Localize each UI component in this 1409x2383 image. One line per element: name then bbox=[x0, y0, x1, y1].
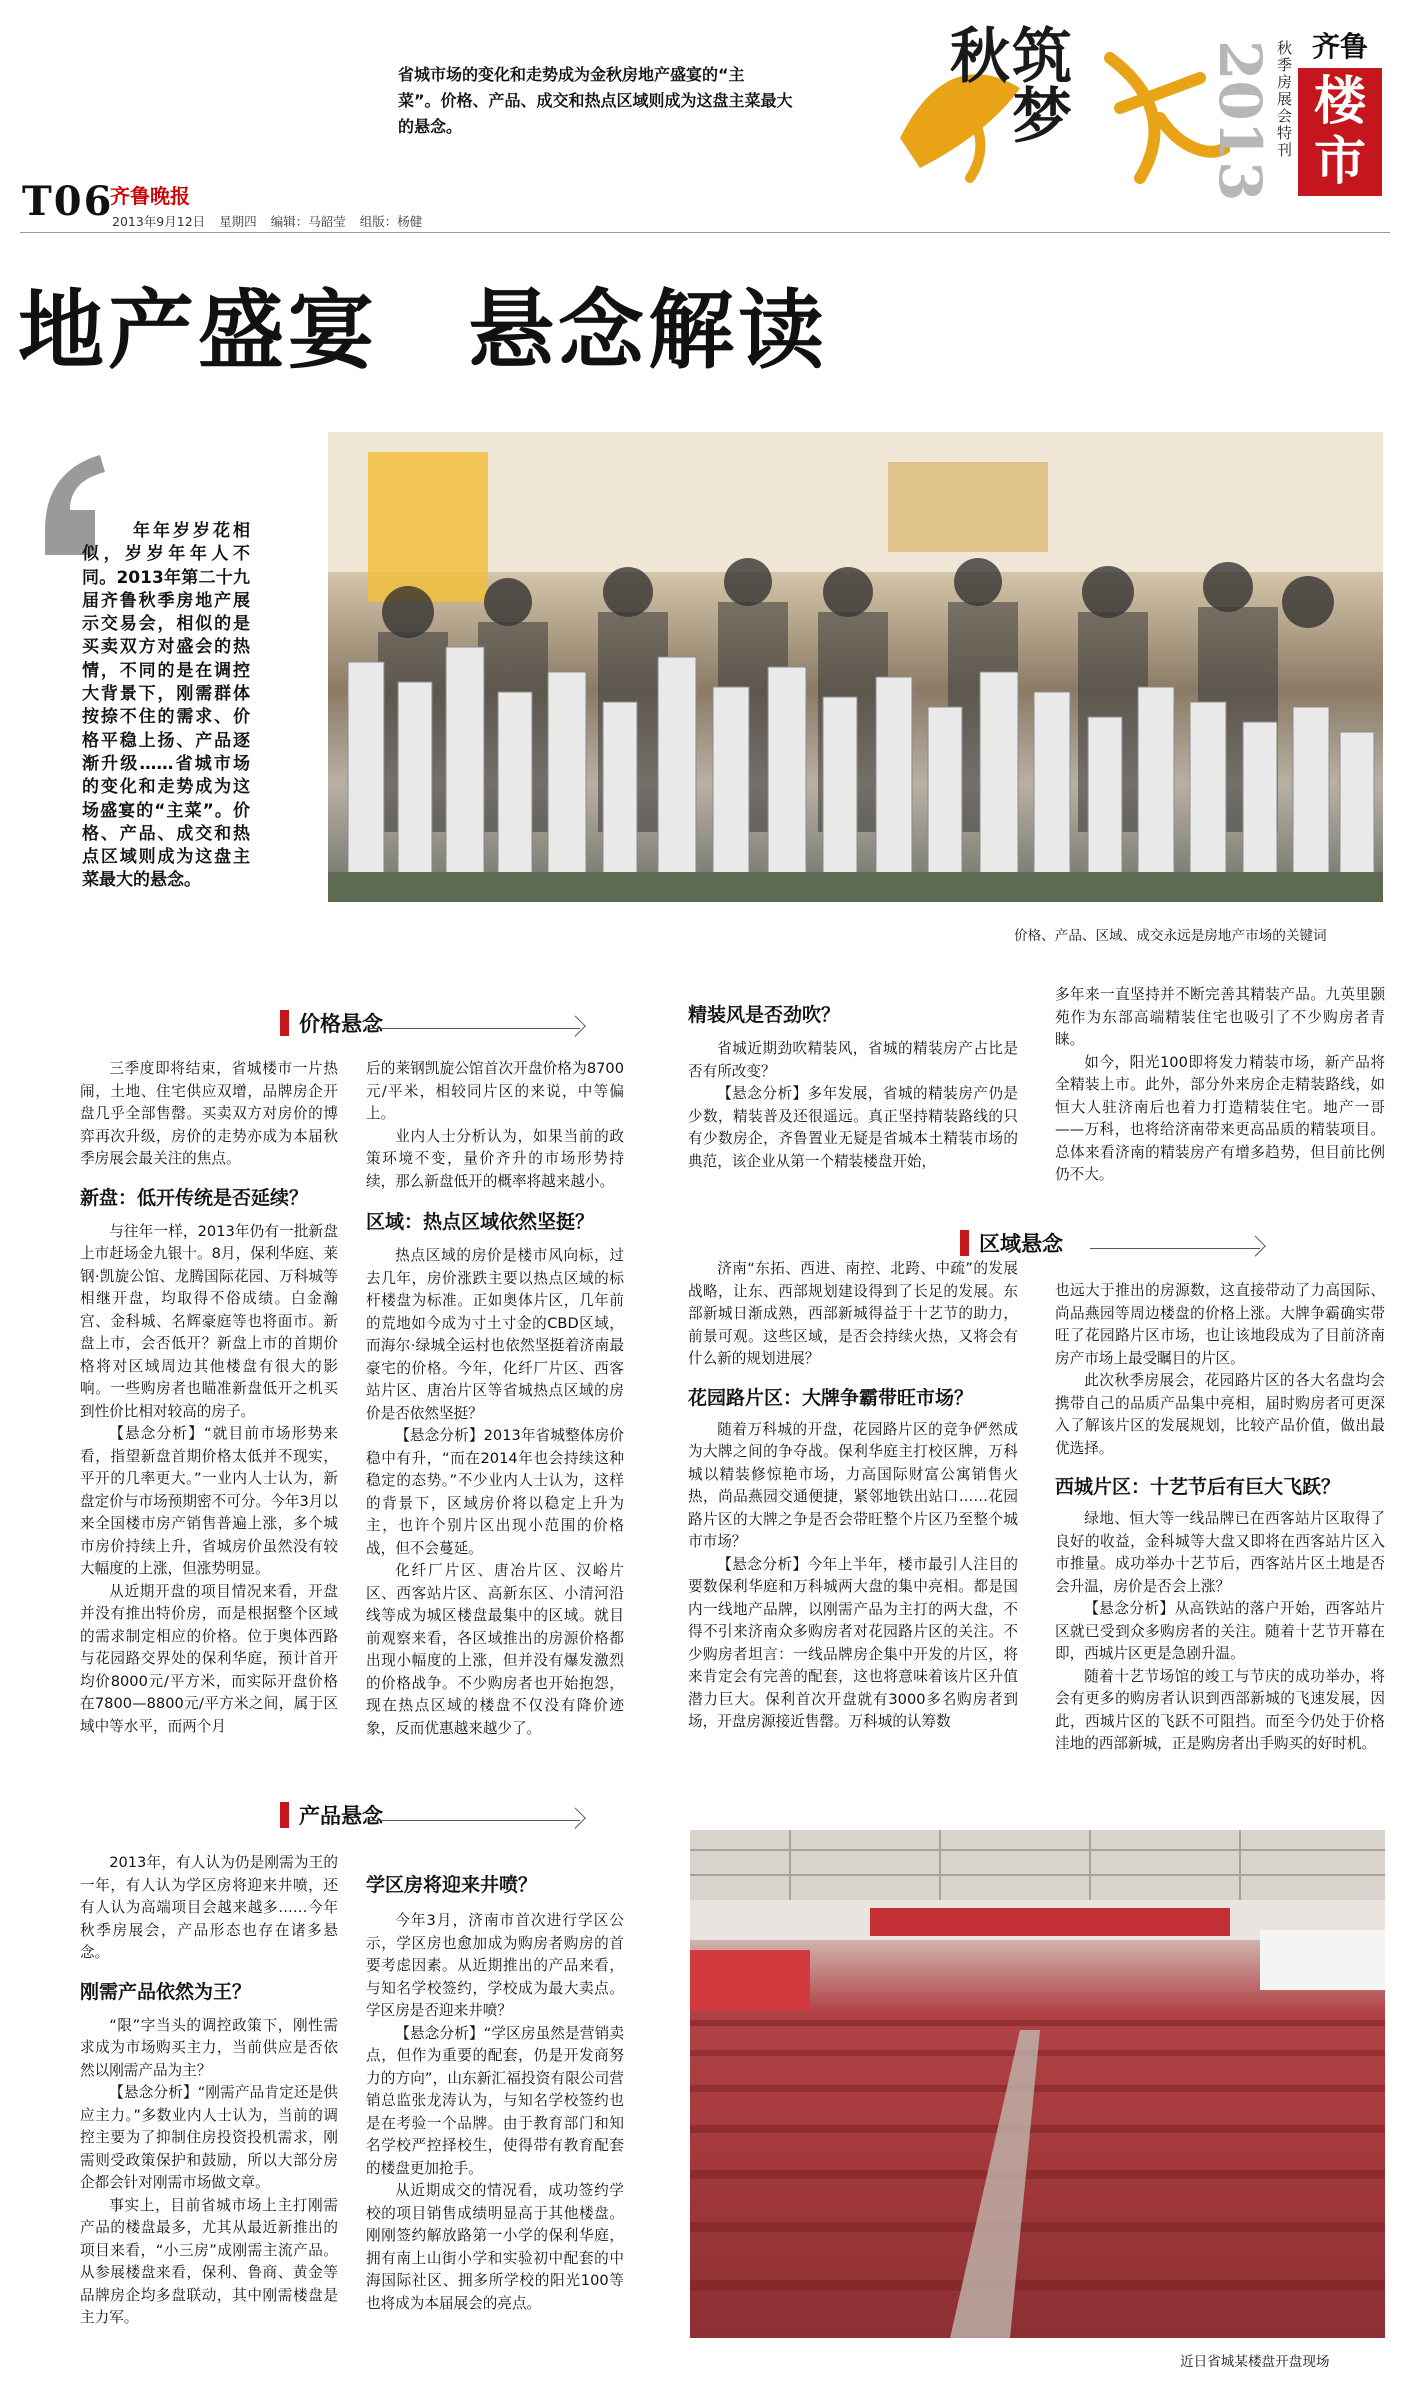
paragraph: 事实上，目前省城市场上主打刚需产品的楼盘最多，尤其从最近新推出的项目来看，“小三房”成刚需主流产品。从参展楼盘来看，保利、鲁商、黄金等品牌房企均多盘联动，其中刚需楼盘是主力军。 bbox=[80, 2196, 338, 2326]
paragraph: 今年3月，济南市首次进行学区公示，学区房也愈加成为购房者购房的首要考虑因素。从近期推出的产品来看，与知名学校签约，学校成为最大卖点。学区房是否迎来井喷？ bbox=[366, 1912, 624, 2019]
opening-photo bbox=[690, 1830, 1385, 2338]
paragraph: 济南“东拓、西进、南控、北跨、中疏”的发展战略，让东、西部规划建设得到了长足的发展。东部新城日渐成熟，西部新城得益于十艺节的助力，前景可观。这些区域，是否会持续火热，又将会有什么新的规划进展？ bbox=[688, 1260, 1018, 1367]
page-meta bbox=[112, 212, 422, 230]
paragraph: 从近期成交的情况看，成功签约学校的项目销售成绩明显高于其他楼盘。刚刚签约解放路第一小学的保利华庭，拥有南上山街小学和实验初中配套的中海国际社区、拥多所学校的阳光100等也将成为本届展会的亮点。 bbox=[366, 2182, 624, 2312]
masthead-intro-line: 菜”。价格、产品、成交和热点区域则成为这盘主菜最大 bbox=[398, 91, 793, 110]
subhead: 区域：热点区域依然坚挺？ bbox=[366, 1211, 595, 1233]
paragraph: 绿地、恒大等一线品牌已在西客站片区取得了良好的收益，金科城等大盘又即将在西客站片区入市推量。成功举办十艺节后，西客站片区土地是否会升温，房价是否会上涨？ bbox=[1055, 1510, 1385, 1595]
paragraph: 热点区域的房价是楼市风向标，过去几年，房价涨跌主要以热点区域的标杆楼盘为标准。正如奥体片区，几年前的荒地如今成为寸土寸金的CBD区域，而海尔·绿城全运村也依然坚挺着济南最豪宅的价格。今年，化纤厂片区、西客站片区、唐冶片区等省城热点区域的房价是否依然坚挺？ bbox=[366, 1247, 624, 1422]
intro-quote-text: 年年岁岁花相似，岁岁年年人不同。2013年第二十九届齐鲁秋季房地产展示交易会，相似的是买卖双方对盛会的热情，不同的是在调控大背景下，刚需群体按捺不住的需求、价格平稳上扬、产品逐渐升级……省城市场的变化和走势成为这场盛宴的“主菜”。价格、产品、成交和热点区域则成为这盘主菜最大的悬念。 bbox=[82, 521, 250, 891]
title-art bbox=[890, 18, 1230, 188]
paragraph: 如今，阳光100即将发力精装市场，新产品将全精装上市。此外，部分外来房企走精装路线，如恒大人驻济南后也着力打造精装住宅。地产一哥——万科，也将给济南带来更高品质的精装项目。总体来看济南的精装房产有增多趋势，但目前比例仍不大。 bbox=[1055, 1053, 1385, 1183]
paragraph: 随着万科城的开盘，花园路片区的竞争俨然成为大牌之间的争夺战。保利华庭主打校区牌，万科城以精装修惊艳市场，力高国际财富公寓销售火热，尚品燕园交通便捷，紧邻地铁出站口……花园路片区的大牌之争是否会带旺整个片区乃至整个城市市场？ bbox=[688, 1420, 1018, 1550]
subhead: 刚需产品依然为王？ bbox=[80, 1980, 252, 2003]
column-f bbox=[366, 1872, 624, 2315]
section-marker bbox=[280, 1010, 289, 1036]
subhead: 花园路片区：大牌争霸带旺市场？ bbox=[688, 1386, 974, 1409]
paragraph: 此次秋季房展会，花园路片区的各大名盘均会携带自己的品质产品集中亮相，届时购房者可更深入了解该片区的发展规划，比较产品价值，做出最优选择。 bbox=[1055, 1372, 1385, 1457]
photo1-caption: 价格、产品、区域、成交永远是房地产市场的关键词 bbox=[1014, 928, 1327, 944]
column-d bbox=[1055, 984, 1385, 1187]
section-region-title bbox=[960, 1228, 1063, 1258]
column-c bbox=[688, 1002, 1018, 1173]
column-e bbox=[80, 1852, 338, 2330]
section-product-arrow bbox=[370, 1820, 580, 1821]
masthead-intro bbox=[398, 62, 858, 140]
brand-bottom: 市 bbox=[1313, 132, 1366, 192]
layout-credit: 组版：杨健 bbox=[359, 214, 423, 229]
page-rule bbox=[20, 232, 1390, 233]
column-d-region bbox=[1055, 1280, 1385, 1756]
column-c-region bbox=[688, 1258, 1018, 1734]
paragraph: 三季度即将结束，省城楼市一片热闹，土地、住宅供应双增，品牌房企开盘几乎全部售罄。买卖双方对房价的博弈再次升级，房价的走势亦成为本届秋季房展会最关注的焦点。 bbox=[80, 1060, 338, 1167]
intro-quote bbox=[82, 520, 250, 893]
paragraph: 【悬念分析】从高铁站的落户开始，西客站片区就已受到众多购房者的关注。随着十艺节开幕在即，西城片区更是急剧升温。 bbox=[1055, 1600, 1385, 1662]
paragraph: 业内人士分析认为，如果当前的政策环境不变，量价齐升的市场形势持续，那么新盘低开的概率将越来越小。 bbox=[366, 1127, 624, 1190]
subhead: 精装风是否劲吹？ bbox=[688, 1004, 841, 1026]
page-number: T06 bbox=[22, 178, 114, 225]
paragraph: 【悬念分析】“学区房虽然是营销卖点，但作为重要的配套，仍是开发商努力的方向”，山东新汇福投资有限公司营销总监张龙涛认为，与知名学校签约也是在考验一个品牌。由于教育部门和知名学校严控择校生，使得带有教育配套的楼盘更加抢手。 bbox=[366, 2024, 624, 2177]
section-region-label: 区域悬念 bbox=[979, 1232, 1063, 1256]
paragraph: 从近期开盘的项目情况来看，开盘并没有推出特价房，而是根据整个区域的需求制定相应的价格。位于奥体西路与花园路交界处的保利华庭，预计首开均价8000元/平方米，而实际开盘价格在7800—8800元/平方米之间，属于区域中等水平，而两个月 bbox=[80, 1582, 338, 1735]
brand-box bbox=[1298, 68, 1382, 196]
issue-weekday: 星期四 bbox=[219, 214, 257, 229]
subhead: 学区房将迎来井喷？ bbox=[366, 1874, 538, 1896]
section-price-title bbox=[280, 1008, 383, 1038]
section-price-label: 价格悬念 bbox=[299, 1012, 383, 1036]
arrow-head-icon bbox=[565, 1015, 586, 1036]
photo2-caption: 近日省城某楼盘开盘现场 bbox=[1180, 2354, 1330, 2370]
paragraph: 后的莱钢凯旋公馆首次开盘价格为8700元/平米，相较同片区的来说，中等偏上。 bbox=[366, 1060, 624, 1122]
arrow-head-icon bbox=[565, 1807, 586, 1828]
section-marker bbox=[960, 1230, 969, 1256]
paragraph: 【悬念分析】多年发展，省城的精装房产仍是少数，精装普及还很遥远。真正坚持精装路线的只有少数房企，齐鲁置业无疑是省城本土精装市场的典范，该企业从第一个精装楼盘开始， bbox=[688, 1085, 1018, 1170]
crowd-hall-icon bbox=[690, 1830, 1385, 2338]
section-price-arrow bbox=[370, 1028, 580, 1029]
paragraph: 2013年，有人认为仍是刚需为王的一年，有人认为学区房将迎来井喷，还有人认为高端项目会越来越多……今年秋季房展会，产品形态也存在诸多悬念。 bbox=[80, 1854, 338, 1961]
paragraph: 【悬念分析】2013年省城整体房价稳中有升，“而在2014年也会持续这种稳定的态势。”不少业内人士认为，这样的背景下，区域房价将以稳定上升为主，也许个别片区出现小范围的价格战，但不会蔓延。 bbox=[366, 1427, 624, 1557]
section-product-title bbox=[280, 1800, 383, 1830]
building-models-icon bbox=[328, 432, 1383, 902]
paragraph: 【悬念分析】今年上半年，楼市最引人注目的要数保利华庭和万科城两大盘的集中亮相。都是国内一线地产品牌，以刚需产品为主打的两大盘，不得不引来济南众多购房者对花园路片区的关注。不少购房者坦言：一线品牌房企集中开发的片区，将来肯定会有完善的配套，这也将意味着该片区升值潜力巨大。保利首次开盘就有3000多名购房者到场，开盘房源接近售罄。万科城的认筹数 bbox=[688, 1555, 1018, 1730]
paragraph: 随着十艺节场馆的竣工与节庆的成功举办，将会有更多的购房者认识到西部新城的飞速发展，因此，西城片区的飞跃不可阻挡。而至今仍处于价格洼地的西部新城，正是购房者出手购买的好时机。 bbox=[1055, 1667, 1385, 1752]
column-a bbox=[80, 1058, 338, 1738]
masthead-year: 2013 bbox=[1206, 40, 1274, 202]
subhead: 新盘：低开传统是否延续？ bbox=[80, 1186, 309, 1209]
issue-date: 2013年9月12日 bbox=[112, 214, 206, 229]
arrow-head-icon bbox=[1245, 1235, 1266, 1256]
editor: 编辑：马韶莹 bbox=[270, 214, 346, 229]
paper-name: 齐鲁晚报 bbox=[110, 184, 190, 208]
paragraph: 也远大于推出的房源数，这直接带动了力高国际、尚品燕园等周边楼盘的价格上涨。大牌争霸确实带旺了花园路片区市场，也让该地段成为了目前济南房产市场上最受瞩目的片区。 bbox=[1055, 1282, 1385, 1367]
title-art-text: 筑梦秋 bbox=[940, 24, 1072, 144]
paragraph: 【悬念分析】“就目前市场形势来看，指望新盘首期价格太低并不现实，平开的几率更大。”一业内人士认为，新盘定价与市场预期密不可分。今年3月以来全国楼市房产销售普遍上涨，多个城市房价持续上升，省城房价虽然没有较大幅度的上涨，但涨势明显。 bbox=[80, 1425, 338, 1577]
expo-photo bbox=[328, 432, 1383, 902]
masthead-intro-line: 省城市场的变化和走势成为金秋房地产盛宴的“主 bbox=[398, 65, 745, 84]
page-headline: 地产盛宴 悬念解读 bbox=[18, 281, 828, 381]
paragraph: 省城近期劲吹精装风，省城的精装房产占比是否有所改变？ bbox=[688, 1040, 1018, 1080]
masthead-intro-line: 的悬念。 bbox=[398, 117, 463, 136]
masthead-special: 秋季房展会特刊 bbox=[1275, 40, 1293, 159]
paragraph: “限”字当头的调控政策下，刚性需求成为市场购买主力，当前供应是否依然以刚需产品为主？ bbox=[80, 2016, 338, 2079]
section-product-label: 产品悬念 bbox=[299, 1804, 383, 1828]
paragraph: 化纤厂片区、唐冶片区、汉峪片区、西客站片区、高新东区、小清河沿线等成为城区楼盘最集中的区域。就目前观察来看，各区域推出的房源价格都出现小幅度的上涨，但并没有爆发激烈的价格战争。不少购房者也开始抱怨，现在热点区域的楼盘不仅没有降价迹象，反而优惠越来越少了。 bbox=[366, 1562, 624, 1737]
brand-mid: 楼 bbox=[1313, 72, 1366, 132]
section-marker bbox=[280, 1802, 289, 1828]
paragraph: 与往年一样，2013年仍有一批新盘上市赶场金九银十。8月，保利华庭、莱钢·凯旋公馆、龙腾国际花园、万科城等相继开盘，均取得不俗成绩。白金瀚宫、金科城、名辉豪庭等也将面市。新盘上市，会否低开？新盘上市的首期价格将对区域周边其他楼盘有很大的影响。一些购房者也瞄准新盘低开之机买到性价比相对较高的房子。 bbox=[80, 1222, 338, 1420]
paragraph: 多年来一直坚持并不断完善其精装产品。九英里颢苑作为东部高端精装住宅也吸引了不少购房者青睐。 bbox=[1055, 986, 1385, 1048]
subhead: 西城片区：十艺节后有巨大飞跃？ bbox=[1055, 1476, 1341, 1498]
brand-top: 齐鲁 bbox=[1311, 30, 1368, 63]
masthead-brand bbox=[1298, 30, 1382, 196]
paragraph: 【悬念分析】“刚需产品肯定还是供应主力。”多数业内人士认为，当前的调控主要为了抑制住房投资投机需求，刚需则受政策保护和鼓励，所以大部分房企都会针对刚需市场做文章。 bbox=[80, 2084, 338, 2191]
column-b bbox=[366, 1058, 624, 1740]
section-region-arrow bbox=[1090, 1248, 1260, 1249]
